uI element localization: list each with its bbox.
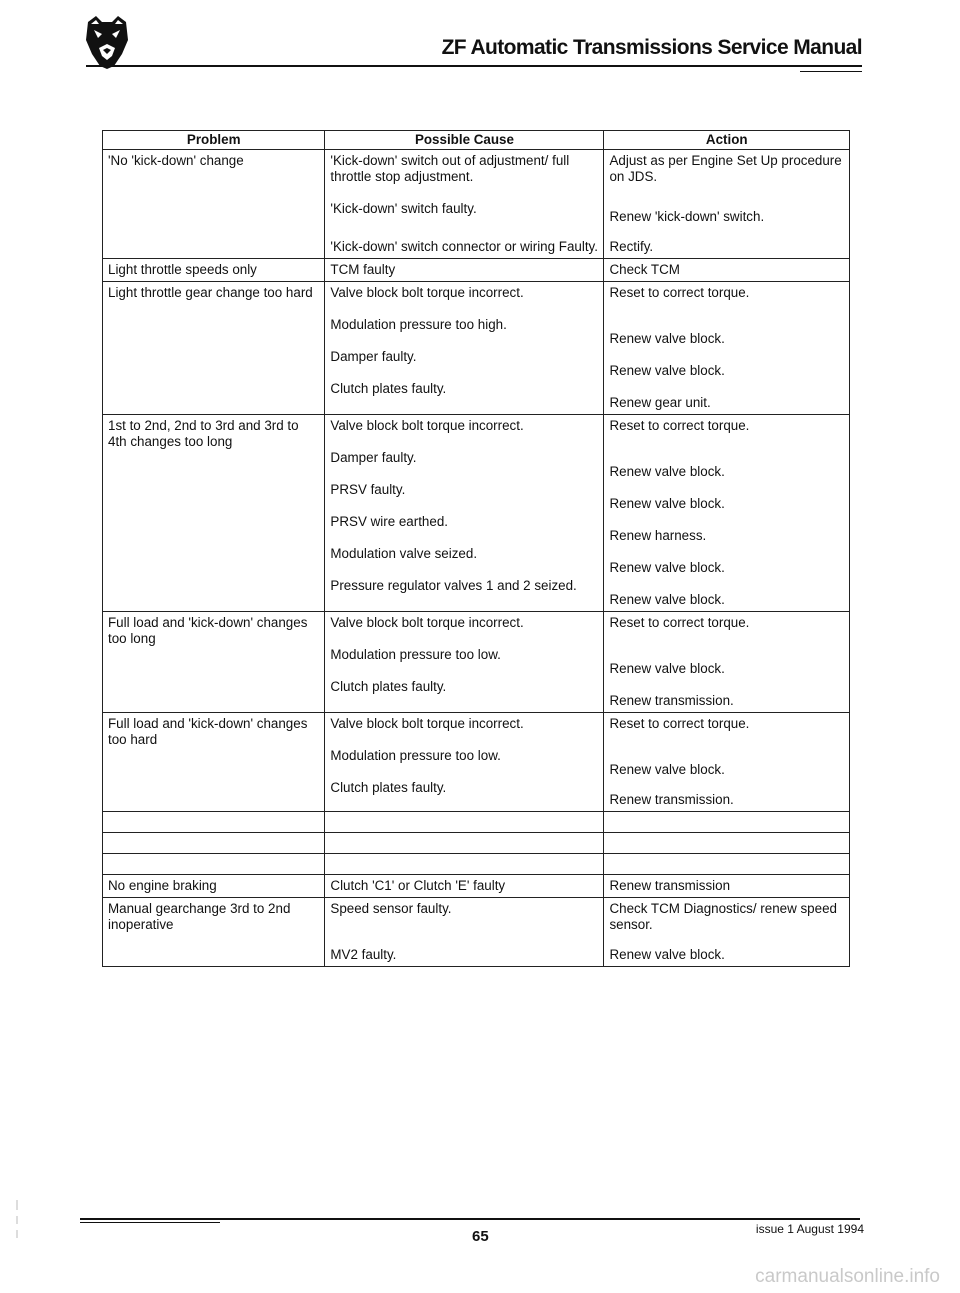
cause-text: Clutch 'C1' or Clutch 'E' faulty	[330, 878, 506, 893]
cause-text: Modulation pressure too high.	[330, 317, 507, 332]
cause-text: Clutch plates faulty.	[330, 780, 447, 795]
action-text: Renew gear unit.	[609, 395, 711, 410]
table-row	[103, 150, 850, 259]
cause-text: Clutch plates faulty.	[330, 679, 447, 694]
page-title: ZF Automatic Transmissions Service Manual	[441, 36, 862, 59]
cause-text: 'Kick-down' switch faulty.	[330, 201, 477, 216]
cause-cell	[325, 898, 604, 967]
problem-cell	[103, 875, 325, 898]
action-cell	[604, 282, 850, 415]
action-text: Reset to correct torque.	[609, 615, 750, 630]
problem-cell	[103, 612, 325, 713]
header-divider	[86, 65, 862, 67]
problem-cell	[103, 150, 325, 259]
problem-cell	[103, 282, 325, 415]
blank-row	[103, 812, 850, 833]
problem-cell	[103, 713, 325, 812]
problem-text: Light throttle speeds only	[108, 262, 257, 277]
action-text: Check TCM Diagnostics/ renew speed sensor.	[609, 901, 841, 932]
cause-text: PRSV wire earthed.	[330, 514, 448, 529]
action-cell	[604, 898, 850, 967]
action-text: Renew harness.	[609, 528, 707, 543]
table-row	[103, 875, 850, 898]
table-row	[103, 612, 850, 713]
action-text: Renew valve block.	[609, 363, 725, 378]
problem-text: Full load and 'kick-down' changes too long	[108, 615, 312, 646]
action-text: Renew valve block.	[609, 661, 725, 676]
cause-text: 'Kick-down' switch connector or wiring Faulty.	[330, 239, 598, 254]
header-possible-cause: Possible Cause	[325, 131, 604, 150]
cause-text: 'Kick-down' switch out of adjustment/ full throttle stop adjustment.	[330, 153, 573, 184]
action-text: Rectify.	[609, 239, 654, 254]
blank-row	[103, 833, 850, 854]
action-text: Renew transmission	[609, 878, 731, 893]
cause-text: Modulation valve seized.	[330, 546, 478, 561]
header-action: Action	[604, 131, 850, 150]
problem-text: Manual gearchange 3rd to 2nd inoperative	[108, 901, 295, 932]
action-cell	[604, 259, 850, 282]
table-header-row	[103, 131, 850, 150]
cause-text: Modulation pressure too low.	[330, 748, 501, 763]
cause-cell	[325, 415, 604, 612]
cause-cell	[325, 612, 604, 713]
cause-cell	[325, 875, 604, 898]
table-row	[103, 898, 850, 967]
watermark: carmanualsonline.info	[755, 1266, 940, 1287]
fault-diagnosis-table	[102, 130, 850, 967]
action-cell	[604, 612, 850, 713]
action-cell	[604, 875, 850, 898]
action-text: Renew valve block.	[609, 496, 725, 511]
problem-text: Full load and 'kick-down' changes too hard	[108, 716, 312, 747]
action-text: Adjust as per Engine Set Up procedure on JDS.	[609, 153, 846, 184]
issue-date: issue 1 August 1994	[755, 1222, 864, 1236]
action-text: Renew valve block.	[609, 947, 725, 962]
action-text: Renew transmission.	[609, 792, 734, 807]
cause-text: Pressure regulator valves 1 and 2 seized.	[330, 578, 577, 593]
problem-cell	[103, 259, 325, 282]
table-row	[103, 415, 850, 612]
problem-text: Light throttle gear change too hard	[108, 285, 313, 300]
action-text: Check TCM	[609, 262, 680, 277]
problem-text: 1st to 2nd, 2nd to 3rd and 3rd to 4th changes too long	[108, 418, 303, 449]
action-text: Renew valve block.	[609, 464, 725, 479]
cause-text: PRSV faulty.	[330, 482, 406, 497]
cause-cell	[325, 150, 604, 259]
cause-text: Valve block bolt torque incorrect.	[330, 418, 524, 433]
action-text: Reset to correct torque.	[609, 285, 750, 300]
problem-cell	[103, 898, 325, 967]
blank-row	[103, 854, 850, 875]
table-row	[103, 282, 850, 415]
action-cell	[604, 415, 850, 612]
action-text: Renew valve block.	[609, 592, 725, 607]
action-text: Renew valve block.	[609, 560, 725, 575]
header-divider-short	[800, 71, 862, 72]
cause-cell	[325, 713, 604, 812]
page-number: 65	[472, 1228, 489, 1245]
action-text: Renew valve block.	[609, 762, 725, 777]
table-row	[103, 713, 850, 812]
action-text: Renew valve block.	[609, 331, 725, 346]
footer-divider-short	[80, 1222, 220, 1223]
action-text: Renew transmission.	[609, 693, 734, 708]
cause-text: Clutch plates faulty.	[330, 381, 447, 396]
jaguar-logo-icon	[82, 14, 132, 70]
cause-cell	[325, 259, 604, 282]
action-cell	[604, 713, 850, 812]
problem-cell	[103, 415, 325, 612]
cause-text: Valve block bolt torque incorrect.	[330, 285, 524, 300]
header-problem: Problem	[103, 131, 325, 150]
action-text: Reset to correct torque.	[609, 716, 750, 731]
problem-text: 'No 'kick-down' change	[108, 153, 244, 168]
action-text: Reset to correct torque.	[609, 418, 750, 433]
cause-cell	[325, 282, 604, 415]
cause-text: Speed sensor faulty.	[330, 901, 452, 916]
cause-text: TCM faulty	[330, 262, 396, 277]
cause-text: Damper faulty.	[330, 349, 417, 364]
action-cell	[604, 150, 850, 259]
table-row	[103, 259, 850, 282]
cause-text: Modulation pressure too low.	[330, 647, 501, 662]
problem-text: No engine braking	[108, 878, 217, 893]
cause-text: Valve block bolt torque incorrect.	[330, 716, 524, 731]
cause-text: MV2 faulty.	[330, 947, 397, 962]
action-text: Renew 'kick-down' switch.	[609, 209, 765, 224]
cause-text: Valve block bolt torque incorrect.	[330, 615, 524, 630]
footer-divider	[80, 1218, 860, 1220]
binding-marks	[16, 1200, 18, 1240]
cause-text: Damper faulty.	[330, 450, 417, 465]
